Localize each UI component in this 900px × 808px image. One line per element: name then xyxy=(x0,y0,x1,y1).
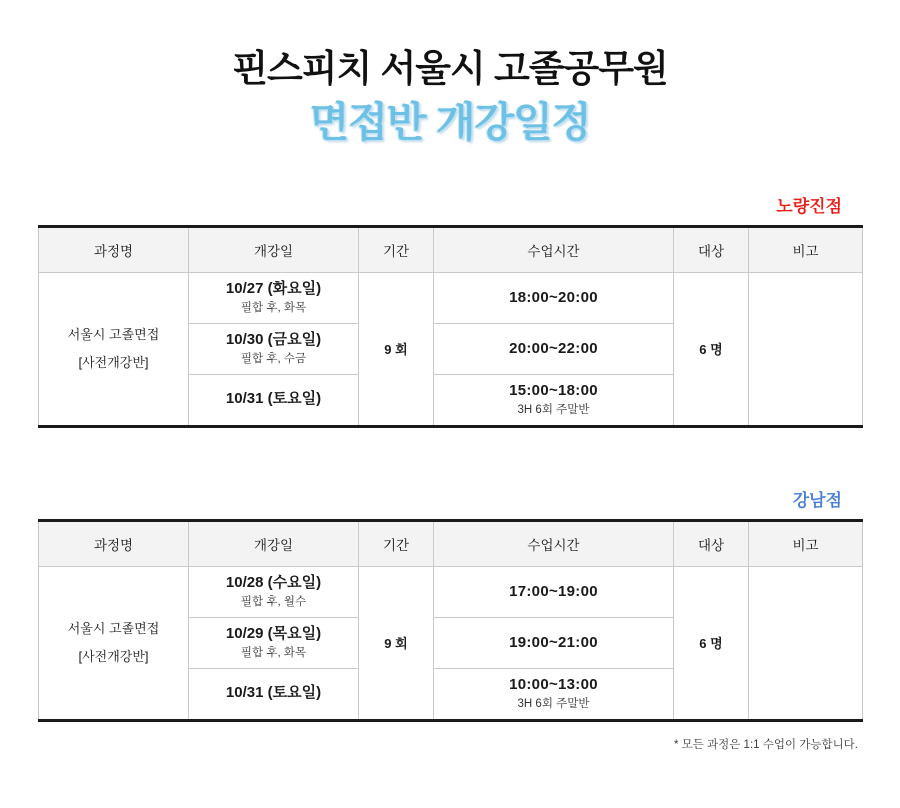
page-title: 핀스피치 서울시 고졸공무원 xyxy=(232,48,668,89)
cell-class-time xyxy=(434,566,674,617)
cell-class-time xyxy=(434,617,674,668)
course-name-sub: [사전개강반] xyxy=(78,648,149,664)
column-header-class-time: 수업시간 xyxy=(434,520,674,566)
start-date-note: 필합 후, 수금 xyxy=(240,352,307,365)
cell-class-time xyxy=(434,323,674,374)
table-header-row xyxy=(39,520,863,566)
cell-start-date xyxy=(189,272,359,323)
cell-start-date xyxy=(189,668,359,720)
cell-period: 9 회 xyxy=(359,272,434,426)
column-header-period: 기간 xyxy=(359,520,434,566)
schedule-table-wrap-gangnam xyxy=(38,519,862,722)
schedule-table-gangnam xyxy=(38,519,863,722)
section-noryangjin xyxy=(0,192,900,428)
cell-period: 9 회 xyxy=(359,566,434,720)
cell-course-name xyxy=(39,272,189,426)
section-divider-space xyxy=(0,428,900,486)
column-header-course: 과정명 xyxy=(39,520,189,566)
column-header-note: 비고 xyxy=(749,226,863,272)
column-header-class-time: 수업시간 xyxy=(434,226,674,272)
title-block xyxy=(0,0,900,150)
section-gangnam xyxy=(0,486,900,722)
schedule-table-noryangjin xyxy=(38,225,863,428)
schedule-table-wrap-noryangjin xyxy=(38,225,862,428)
class-time-note: 3H 6회 주말반 xyxy=(517,404,590,417)
start-date-main: 10/31 (토요일) xyxy=(225,390,322,408)
class-time-main: 10:00~13:00 xyxy=(509,676,598,694)
column-header-note: 비고 xyxy=(749,520,863,566)
start-date-main: 10/30 (금요일) xyxy=(225,330,322,348)
column-header-start-date: 개강일 xyxy=(189,520,359,566)
course-name-sub: [사전개강반] xyxy=(78,354,149,370)
footnote: * 모든 과정은 1:1 수업이 가능합니다. xyxy=(673,738,858,751)
class-time-main: 19:00~21:00 xyxy=(509,634,598,652)
column-header-period: 기간 xyxy=(359,226,434,272)
cell-class-time xyxy=(434,272,674,323)
course-name-main: 서울시 고졸면접 xyxy=(67,621,160,637)
table-header-row xyxy=(39,226,863,272)
branch-label-noryangjin: 노량진점 xyxy=(776,196,842,216)
cell-course-name xyxy=(39,566,189,720)
start-date-main: 10/28 (수요일) xyxy=(225,573,322,591)
start-date-main: 10/29 (목요일) xyxy=(225,624,322,642)
cell-class-time xyxy=(434,374,674,426)
class-time-main: 18:00~20:00 xyxy=(509,289,598,307)
course-name-main: 서울시 고졸면접 xyxy=(67,327,160,343)
cell-start-date xyxy=(189,566,359,617)
table-row xyxy=(39,272,863,323)
branch-label-gangnam: 강남점 xyxy=(792,490,842,510)
page-subtitle: 면접반 개강일정 xyxy=(309,99,591,146)
cell-start-date xyxy=(189,617,359,668)
class-time-main: 17:00~19:00 xyxy=(509,583,598,601)
cell-target: 6 명 xyxy=(674,566,749,720)
column-header-target: 대상 xyxy=(674,226,749,272)
cell-note xyxy=(749,272,863,426)
start-date-note: 필합 후, 화목 xyxy=(240,301,307,314)
start-date-main: 10/31 (토요일) xyxy=(225,684,322,702)
column-header-course: 과정명 xyxy=(39,226,189,272)
column-header-start-date: 개강일 xyxy=(189,226,359,272)
cell-class-time xyxy=(434,668,674,720)
class-time-main: 20:00~22:00 xyxy=(509,340,598,358)
class-time-main: 15:00~18:00 xyxy=(509,382,598,400)
start-date-note: 필합 후, 월수 xyxy=(240,595,307,608)
table-row xyxy=(39,566,863,617)
class-time-note: 3H 6회 주말반 xyxy=(517,698,590,711)
start-date-main: 10/27 (화요일) xyxy=(225,279,322,297)
cell-target: 6 명 xyxy=(674,272,749,426)
cell-note xyxy=(749,566,863,720)
start-date-note: 필합 후, 화목 xyxy=(240,646,307,659)
cell-start-date xyxy=(189,374,359,426)
cell-start-date xyxy=(189,323,359,374)
column-header-target: 대상 xyxy=(674,520,749,566)
